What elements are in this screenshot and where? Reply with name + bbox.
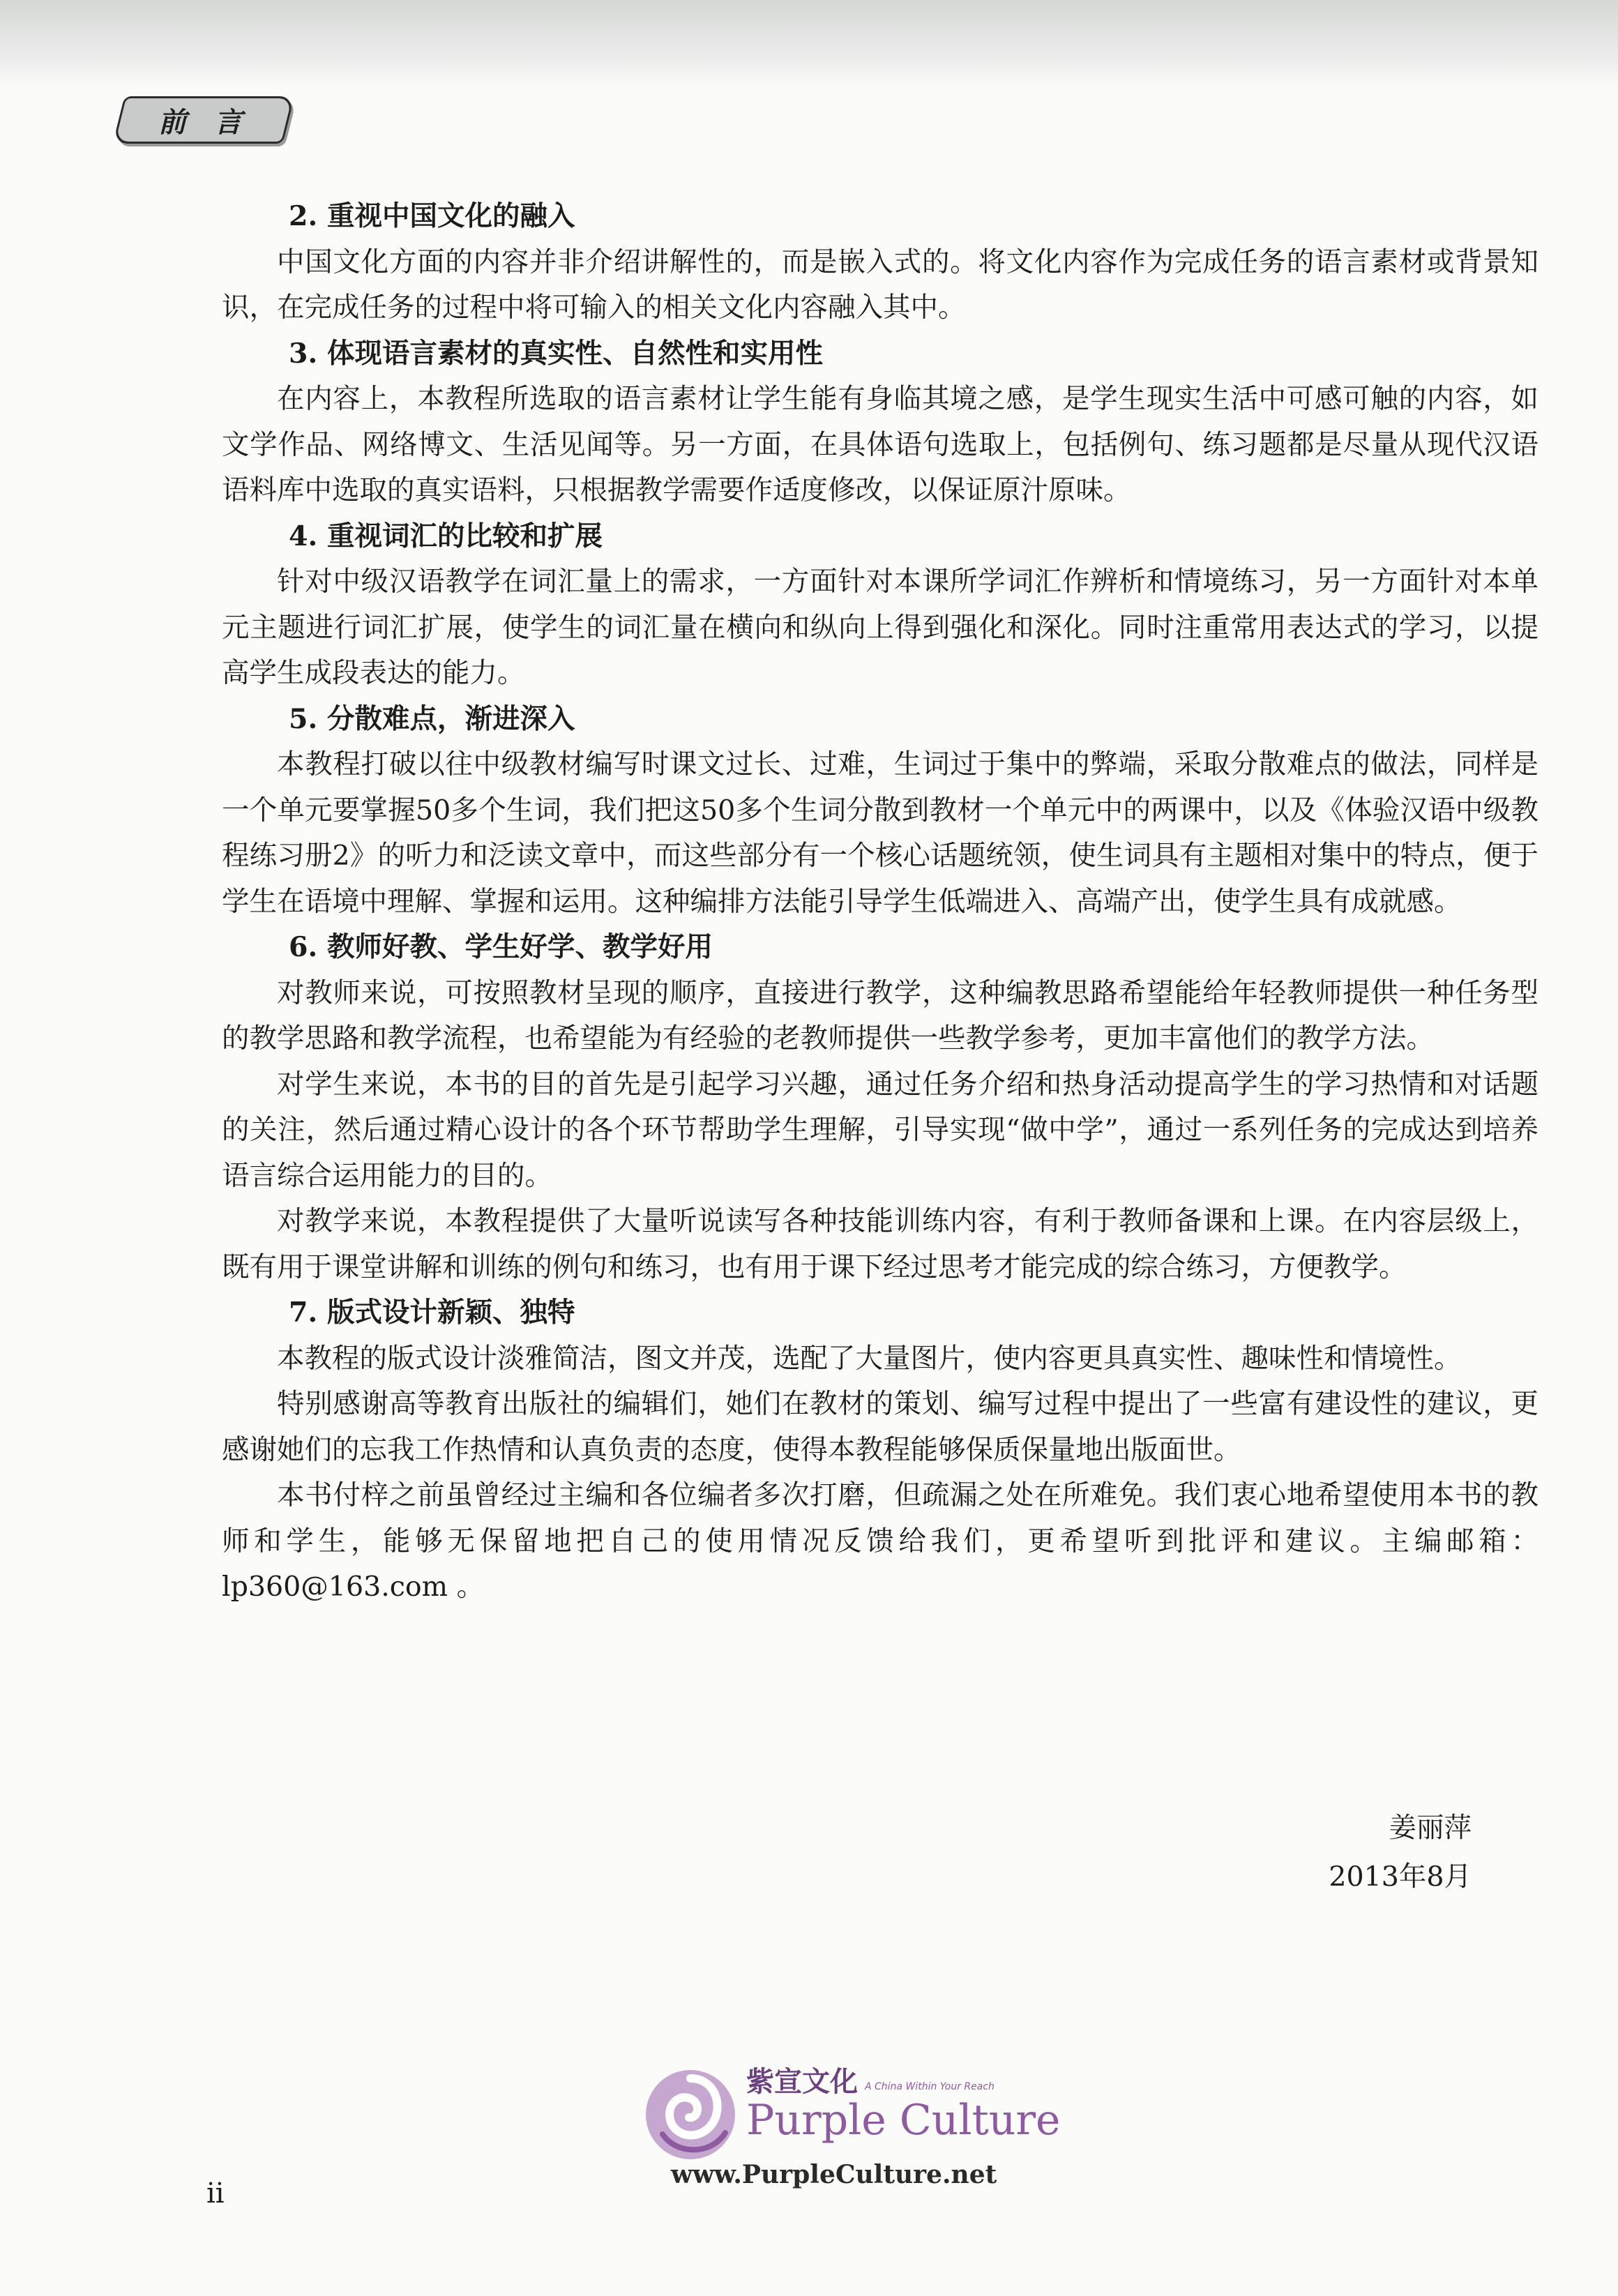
purple-culture-swirl-logo: [646, 2070, 735, 2159]
paragraph: 本教程打破以往中级教材编写时课文过长、过难，生词过于集中的弊端，采取分散难点的做法，同样是一个单元要掌握50多个生词，我们把这50多个生词分散到教材一个单元中的两课中，以及《体验汉语中级教程练习册2》的听力和泛读文章中，而这些部分有一个核心话题统领，使生词具有主题相对集中的特点，便于学生在语境中理解、掌握和运用。这种编排方法能引导学生低端进入、高端产出，使学生具有成就感。: [222, 748, 1538, 918]
section-heading-6: 6. 教师好教、学生好学、教学好用: [289, 931, 713, 963]
section-heading-4: 4. 重视词汇的比较和扩展: [289, 520, 603, 552]
paragraph: 针对中级汉语教学在词汇量上的需求，一方面针对本课所学词汇作辨析和情境练习，另一方面针对本单元主题进行词汇扩展，使学生的词汇量在横向和纵向上得到强化和深化。同时注重常用表达式的学习，以提高学生成段表达的能力。: [222, 566, 1538, 689]
paragraph: 中国文化方面的内容并非介绍讲解性的，而是嵌入式的。将文化内容作为完成任务的语言素材或背景知识，在完成任务的过程中将可输入的相关文化内容融入其中。: [222, 246, 1538, 324]
page-number: ii: [206, 2177, 225, 2210]
section-heading-5: 5. 分散难点，渐进深入: [289, 702, 575, 735]
section-tab: [113, 96, 295, 144]
brand-tagline: A China Within Your Reach: [865, 2081, 995, 2092]
author-name: 姜丽萍: [1389, 1812, 1472, 1844]
header-band: [0, 0, 1618, 89]
paragraph: 对教学来说，本教程提供了大量听说读写各种技能训练内容，有利于教师备课和上课。在内容层级上，既有用于课堂讲解和训练的例句和练习，也有用于课下经过思考才能完成的综合练习，方便教学。: [222, 1205, 1538, 1283]
section-heading-7: 7. 版式设计新颖、独特: [289, 1297, 575, 1329]
closing-paragraph: 本书付梓之前虽曾经过主编和各位编者多次打磨，但疏漏之处在所难免。我们衷心地希望使用本书的教师和学生，能够无保留地把自己的使用情况反馈给我们，更希望听到批评和建议。主编邮箱：lp360@163.com 。: [222, 1479, 1538, 1603]
sign-date: 2013年8月: [1329, 1861, 1472, 1893]
section-heading-2: 2. 重视中国文化的融入: [289, 200, 575, 232]
purple-culture-watermark: [642, 2050, 1061, 2197]
section-heading-3: 3. 体现语言素材的真实性、自然性和实用性: [289, 337, 823, 370]
signoff: [1329, 1804, 1472, 1901]
paragraph: 对教师来说，可按照教材呈现的顺序，直接进行教学，这种编教思路希望能给年轻教师提供一种任务型的教学思路和教学流程，也希望能为有经验的老教师提供一些教学参考，更加丰富他们的教学方法。: [222, 976, 1538, 1055]
paragraph: 本教程的版式设计淡雅简洁，图文并茂，选配了大量图片，使内容更具真实性、趣味性和情境性。: [277, 1342, 1462, 1375]
acknowledgement-paragraph: 特别感谢高等教育出版社的编辑们，她们在教材的策划、编写过程中提出了一些富有建设性的建议，更感谢她们的忘我工作热情和认真负责的态度，使得本教程能够保质保量地出版面世。: [222, 1388, 1538, 1466]
paragraph: 对学生来说，本书的目的首先是引起学习兴趣，通过任务介绍和热身活动提高学生的学习热情和对话题的关注，然后通过精心设计的各个环节帮助学生理解，引导实现“做中学”，通过一系列任务的完成达到培养语言综合运用能力的目的。: [222, 1068, 1538, 1192]
section-tab-label: 前言: [158, 105, 270, 139]
preface-body: [222, 194, 1538, 1610]
paragraph: 在内容上，本教程所选取的语言素材让学生能有身临其境之感，是学生现实生活中可感可触的内容，如文学作品、网络博文、生活见闻等。另一方面，在具体语句选取上，包括例句、练习题都是尽量从现代汉语语料库中选取的真实语料，只根据教学需要作适度修改，以保证原汁原味。: [222, 383, 1538, 506]
brand-url: www.PurpleCulture.net: [671, 2160, 997, 2189]
brand-en: Purple Culture: [746, 2096, 1061, 2145]
brand-cn: 紫宣文化: [746, 2065, 858, 2098]
